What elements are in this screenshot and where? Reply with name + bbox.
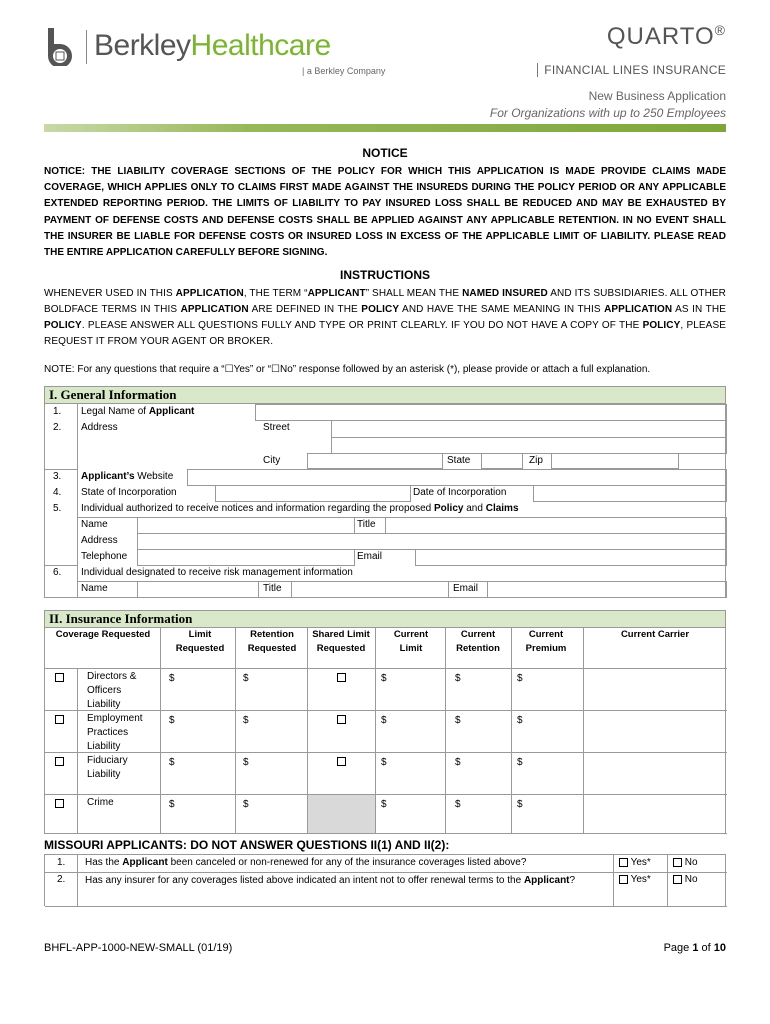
q5-and: and (463, 503, 486, 514)
contact-name-field[interactable] (137, 517, 355, 534)
q3-bold: Applicant’s (81, 471, 135, 482)
street-field-2[interactable] (331, 437, 727, 454)
instr-b3: NAMED INSURED (462, 288, 548, 299)
fiduciary-current-retention[interactable]: $ (455, 757, 461, 768)
row-line (45, 752, 727, 753)
state-field[interactable] (481, 453, 523, 469)
quarto-logo (537, 22, 726, 77)
fiduciary-retention[interactable]: $ (243, 757, 249, 768)
page-number (664, 942, 726, 954)
table-bottom (45, 833, 727, 834)
col-divider (235, 628, 236, 834)
crime-retention[interactable]: $ (243, 799, 249, 810)
logo-divider (86, 30, 87, 64)
q1-label (81, 405, 194, 419)
mo-q2-b: Applicant (523, 875, 570, 886)
instr-t9: , PLEASE REQUEST IT FROM YOUR AGENT OR BROKER. (44, 320, 726, 347)
crime-shared-disabled (308, 795, 375, 833)
instr-t4: AND ITS SUBSIDIARIES. ALL OTHER BOLDFACE TERMS IN THIS (44, 288, 726, 315)
general-info-table (44, 404, 726, 598)
street-field-1[interactable] (331, 420, 727, 438)
brand-part2: Healthcare (190, 29, 331, 62)
website-field[interactable] (187, 469, 727, 486)
epl-limit[interactable]: $ (169, 715, 175, 726)
instr-t3: ” SHALL MEAN THE (365, 288, 463, 299)
q1-text: Legal Name of (81, 406, 149, 417)
checkbox-icon (673, 858, 682, 867)
checkbox-icon (55, 673, 64, 682)
header-current-retention: Current Retention (456, 629, 500, 654)
col-divider (77, 404, 78, 598)
q1-number: 1. (53, 406, 62, 417)
q3-number: 3. (53, 471, 62, 482)
epl-current-retention[interactable]: $ (455, 715, 461, 726)
instr-t6: AND HAVE THE SAME MEANING IN THIS (399, 304, 605, 315)
email-label: Email (357, 551, 383, 562)
q1-bold: Applicant (148, 406, 195, 417)
fiduciary-checkbox[interactable] (55, 756, 64, 767)
quarto-text: QUARTO (606, 23, 715, 50)
col-divider (583, 628, 584, 834)
page-current: 1 (692, 942, 699, 954)
fiduciary-shared-checkbox[interactable] (337, 756, 346, 767)
q4-number: 4. (53, 487, 62, 498)
page-prefix: Page (663, 942, 693, 954)
q3-text: Website (134, 471, 174, 482)
state-label: State (447, 455, 471, 466)
brand-part1: Berkley (94, 29, 191, 62)
risk-title-field[interactable] (291, 581, 449, 598)
street-label: Street (263, 422, 290, 433)
header-current-limit: Current Limit (393, 629, 429, 654)
zip-field[interactable] (551, 453, 679, 469)
instr-t1: WHENEVER USED IN THIS (44, 288, 176, 299)
epl-current-limit[interactable]: $ (381, 715, 387, 726)
subtitle-line2: For Organizations with up to 250 Employees (489, 106, 726, 120)
quarto-mark: ® (714, 22, 726, 38)
quarto-title (537, 22, 726, 51)
mo-q2-no[interactable] (673, 873, 698, 887)
date-inc-label: Date of Incorporation (413, 487, 507, 498)
do-retention[interactable]: $ (243, 673, 249, 684)
form-subtitle (490, 88, 726, 122)
instr-b7: POLICY (44, 320, 82, 331)
instr-b2: APPLICANT (307, 288, 366, 299)
state-inc-label: State of Incorporation (81, 487, 177, 498)
header-line (45, 668, 727, 669)
risk-name-label: Name (81, 583, 108, 594)
city-field[interactable] (307, 453, 443, 469)
header-green-bar (44, 124, 726, 132)
row-line (45, 710, 727, 711)
q5-text: Individual authorized to receive notices and information regarding the proposed (81, 503, 434, 514)
do-limit[interactable]: $ (169, 673, 175, 684)
yes-label: Yes* (630, 857, 651, 868)
epl-label: Employment Practices Liability (87, 713, 143, 752)
telephone-field[interactable] (137, 549, 355, 566)
missouri-table (44, 854, 726, 906)
instr-t7: AS IN THE (672, 304, 726, 315)
q6-number: 6. (53, 567, 62, 578)
checkbox-icon (337, 715, 346, 724)
q3-label (81, 470, 173, 484)
name-label: Name (81, 519, 108, 530)
col-divider (445, 628, 446, 834)
yes-label: Yes* (630, 874, 651, 885)
page-total: 10 (713, 942, 726, 954)
risk-email-field[interactable] (487, 581, 727, 598)
instr-b4: APPLICATION (180, 304, 249, 315)
quarto-sub: FINANCIAL LINES INSURANCE (537, 63, 726, 77)
mo-q1-a: Has the (85, 857, 123, 868)
insurance-table (44, 628, 726, 834)
do-current-premium[interactable]: $ (517, 673, 523, 684)
row-line (45, 794, 727, 795)
crime-current-retention[interactable]: $ (455, 799, 461, 810)
header-retention: Retention Requested (247, 629, 297, 654)
fiduciary-current-limit[interactable]: $ (381, 757, 387, 768)
risk-name-field[interactable] (137, 581, 259, 598)
contact-address-field[interactable] (137, 533, 727, 550)
header-limit: Limit Requested (175, 629, 225, 654)
mo-q1-yes[interactable] (619, 856, 651, 870)
general-info-heading: I. General Information (44, 386, 726, 404)
mo-q1-b: Applicant (122, 857, 168, 868)
instr-b5: POLICY (361, 304, 400, 315)
crime-current-premium[interactable]: $ (517, 799, 523, 810)
checkbox-icon (337, 673, 346, 682)
mo-q1-text (85, 856, 526, 870)
state-inc-field[interactable] (215, 485, 411, 502)
crime-checkbox[interactable] (55, 798, 64, 809)
col-divider (511, 628, 512, 834)
col-divider (77, 668, 78, 834)
col-divider (77, 855, 78, 907)
instr-t2: , THE TERM “ (243, 288, 308, 299)
do-label: Directors & Officers Liability (87, 671, 137, 710)
epl-retention[interactable]: $ (243, 715, 249, 726)
do-checkbox[interactable] (55, 672, 64, 683)
insurance-info-heading: II. Insurance Information (44, 610, 726, 628)
mo-q1-c: been canceled or non-renewed for any of the insurance coverages listed above? (167, 857, 527, 868)
q5-claims: Claims (485, 503, 519, 514)
epl-checkbox[interactable] (55, 714, 64, 725)
page-of: of (698, 942, 714, 954)
q2-number: 2. (53, 422, 62, 433)
col-divider (667, 855, 668, 907)
instr-b1: APPLICATION (175, 288, 244, 299)
form-id: BHFL-APP-1000-NEW-SMALL (01/19) (44, 942, 233, 954)
mo-q1-no[interactable] (673, 856, 698, 870)
q5-label (81, 502, 519, 516)
mo-q2-text (85, 873, 611, 889)
email-field[interactable] (415, 549, 727, 566)
brand-name (94, 26, 331, 66)
checkbox-icon (619, 858, 628, 867)
berkley-logo-icon (44, 26, 78, 66)
checkbox-icon (337, 757, 346, 766)
fiduciary-current-premium[interactable]: $ (517, 757, 523, 768)
contact-title-field[interactable] (385, 517, 727, 534)
subtitle-line1: New Business Application (588, 89, 726, 103)
checkbox-icon (619, 875, 628, 884)
header-current-carrier: Current Carrier (620, 629, 690, 640)
do-shared-checkbox[interactable] (337, 672, 346, 683)
epl-shared-checkbox[interactable] (337, 714, 346, 725)
q5-policy: Policy (434, 503, 464, 514)
checkbox-icon (673, 875, 682, 884)
yes-no-note: NOTE: For any questions that require a “☐Yes” or “☐No” response followed by an asterisk (*), please provide or attach a full explanation. (44, 364, 651, 375)
do-current-limit[interactable]: $ (381, 673, 387, 684)
date-inc-field[interactable] (533, 485, 727, 502)
crime-limit[interactable]: $ (169, 799, 175, 810)
mo-q2-yes[interactable] (619, 873, 651, 887)
instr-b8: POLICY (642, 320, 681, 331)
fiduciary-limit[interactable]: $ (169, 757, 175, 768)
contact-address-label: Address (81, 535, 118, 546)
crime-current-limit[interactable]: $ (381, 799, 387, 810)
zip-label: Zip (529, 455, 543, 466)
instr-t8: . PLEASE ANSWER ALL QUESTIONS FULLY AND TYPE OR PRINT CLEARLY. IF YOU DO NOT HAVE A COPY OF THE (81, 320, 643, 331)
risk-email-label: Email (453, 583, 479, 594)
col-divider (160, 628, 161, 834)
checkbox-icon (55, 757, 64, 766)
checkbox-icon (55, 799, 64, 808)
header-current-premium: Current Premium (525, 629, 567, 654)
fiduciary-label: Fiduciary Liability (87, 755, 128, 780)
mo-q2-number: 2. (57, 874, 66, 885)
q2-label: Address (81, 422, 118, 433)
header-shared-limit: Shared Limit Requested (312, 629, 370, 654)
instr-b6: APPLICATION (604, 304, 673, 315)
q6-label: Individual designated to receive risk management information (81, 567, 353, 578)
notice-text: NOTICE: THE LIABILITY COVERAGE SECTIONS OF THE POLICY FOR WHICH THIS APPLICATION IS MADE PROVIDE CLAIMS MADE COVERAGE, WHICH APPLIES ONLY TO CLAIMS FIRST MADE AGAINST THE INSUREDS DURING THE POLICY PERIOD OR ANY APPLICABLE EXTENDED REPORTING PERIOD. THE LIMITS OF LIABILITY TO PAY INSURED LOSS SHALL BE REDUCED AND MAY BE EXHAUSTED BY PAYMENT OF DEFENSE COSTS AND DEFENSE COSTS SHALL BE APPLIED AGAINST ANY APPLICABLE RETENTION. IN NO EVENT SHALL THE INSURER BE LIABLE FOR DEFENSE COSTS OR INSURED LOSS IN EXCESS OF THE APPLICABLE LIMIT OF LIABILITY. PLEASE READ THE ENTIRE APPLICATION CAREFULLY BEFORE SIGNING. (44, 166, 726, 259)
telephone-label: Telephone (81, 551, 128, 562)
no-label: No (684, 857, 698, 868)
epl-current-premium[interactable]: $ (517, 715, 523, 726)
risk-title-label: Title (263, 583, 282, 594)
crime-label: Crime (87, 797, 114, 808)
mo-q2-c: ? (569, 875, 576, 886)
do-current-retention[interactable]: $ (455, 673, 461, 684)
notice-heading: NOTICE (362, 146, 408, 160)
instr-t5: ARE DEFINED IN THE (248, 304, 362, 315)
mo-q1-number: 1. (57, 857, 66, 868)
title-label: Title (357, 519, 376, 530)
table-bottom (45, 906, 727, 907)
col-divider (375, 628, 376, 834)
checkbox-icon (55, 715, 64, 724)
brand-sub: | a Berkley Company (302, 66, 386, 76)
q5-number: 5. (53, 503, 62, 514)
berkley-logo (44, 22, 386, 82)
col-divider (613, 855, 614, 907)
instructions-text (44, 286, 726, 350)
no-label: No (684, 874, 698, 885)
missouri-heading: MISSOURI APPLICANTS: DO NOT ANSWER QUESTIONS II(1) AND II(2): (44, 838, 450, 852)
city-label: City (263, 455, 281, 466)
legal-name-field[interactable] (255, 404, 727, 421)
mo-q2-a: Has any insurer for any coverages listed above indicated an intent not to offer renewal terms to the (85, 875, 524, 886)
instructions-heading: INSTRUCTIONS (340, 268, 430, 282)
header-coverage: Coverage Requested (55, 629, 151, 640)
